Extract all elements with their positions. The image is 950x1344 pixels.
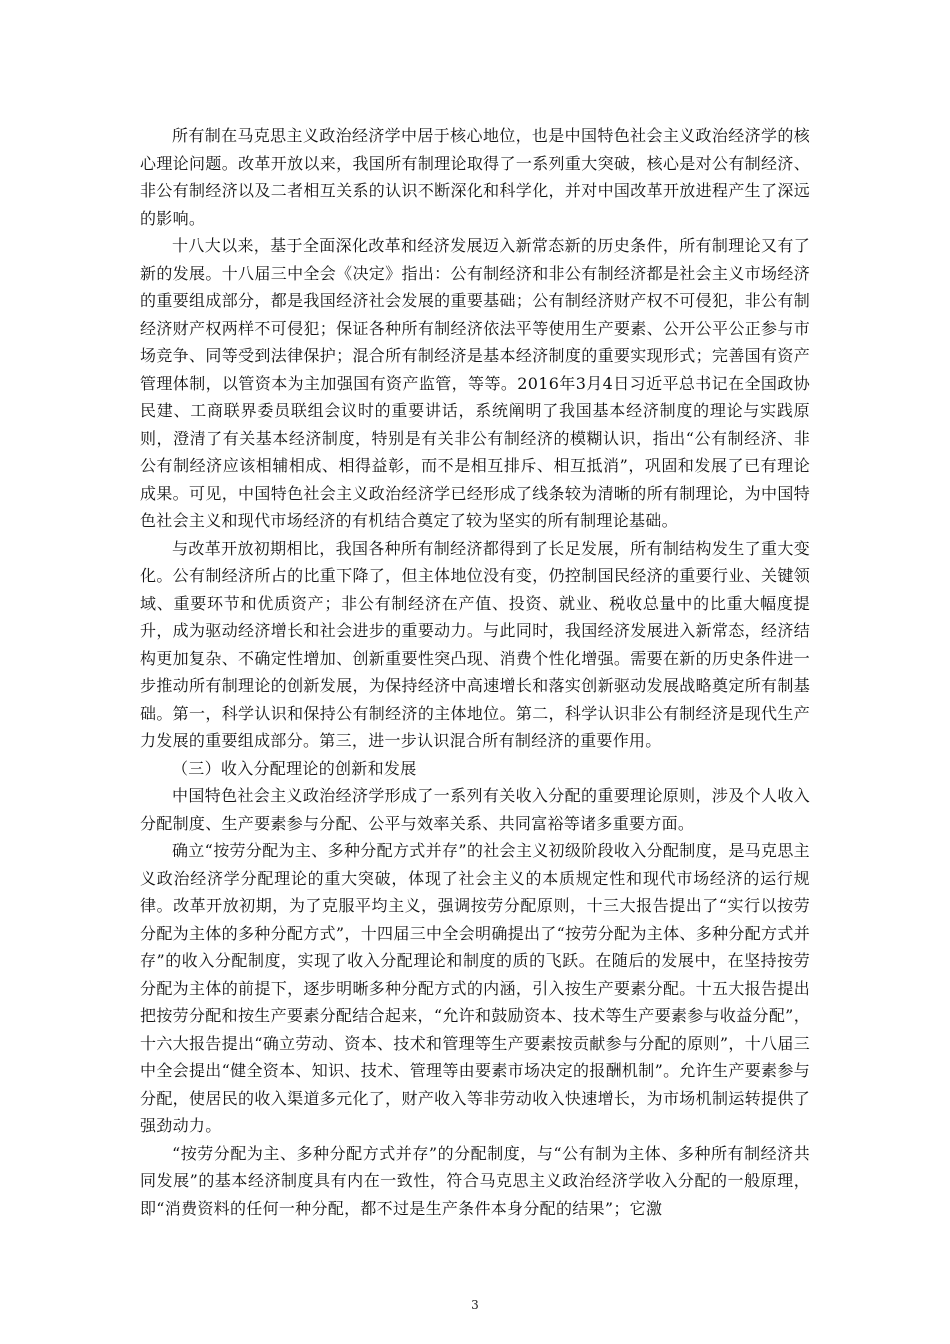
paragraph: 确立“按劳分配为主、多种分配方式并存”的社会主义初级阶段收入分配制度，是马克思主义政治经济学分配理论的重大突破，体现了社会主义的本质规定性和现代市场经济的运行规律。改革开放初期，为了克服平均主义，强调按劳分配原则，十三大报告提出了“实行以按劳分配为主体的多种分配方式”，十四届三中全会明确提出了“按劳分配为主体、多种分配方式并存”的收入分配制度，实现了收入分配理论和制度的质的飞跃。在随后的发展中，在坚持按劳分配为主体的前提下，逐步明晰多种分配方式的内涵，引入按生产要素分配。十五大报告提出把按劳分配和按生产要素分配结合起来，“允许和鼓励资本、技术等生产要素参与收益分配”，十六大报告提出“确立劳动、资本、技术和管理等生产要素按贡献参与分配的原则”，十八届三中全会提出“健全资本、知识、技术、管理等由要素市场决定的报酬机制”。允许生产要素参与分配，使居民的收入渠道多元化了，财产收入等非劳动收入快速增长，为市场机制运转提供了强劲动力。: [140, 841, 810, 1135]
paragraph: 十八大以来，基于全面深化改革和经济发展迈入新常态新的历史条件，所有制理论又有了新的发展。十八届三中全会《决定》指出：公有制经济和非公有制经济都是社会主义市场经济的重要组成部分，都是我国经济社会发展的重要基础；公有制经济财产权不可侵犯，非公有制经济财产权两样不可侵犯；保证各种所有制经济依法平等使用生产要素、公开公平公正参与市场竞争、同等受到法律保护；混合所有制经济是基本经济制度的重要实现形式；完善国有资产管理体制，以管资本为主加强国有资产监管，等等。2016年3月4日习近平总书记在全国政协民建、工商联界委员联组会议时的重要讲话，系统阐明了我国基本经济制度的理论与实践原则，澄清了有关基本经济制度，特别是有关非公有制经济的模糊认识，指出“公有制经济、非公有制经济应该相辅相成、相得益彰，而不是相互排斥、相互抵消”，巩固和发展了已有理论成果。可见，中国特色社会主义政治经济学已经形成了线条较为清晰的所有制理论，为中国特色社会主义和现代市场经济的有机结合奠定了较为坚实的所有制理论基础。: [140, 236, 810, 530]
paragraph: “按劳分配为主、多种分配方式并存”的分配制度，与“公有制为主体、多种所有制经济共同发展”的基本经济制度具有内在一致性，符合马克思主义政治经济学收入分配的一般原理，即“消费资料的任何一种分配，都不过是生产条件本身分配的结果”；它激: [140, 1143, 810, 1218]
body-text: [140, 122, 810, 1222]
paragraph: 与改革开放初期相比，我国各种所有制经济都得到了长足发展，所有制结构发生了重大变化。公有制经济所占的比重下降了，但主体地位没有变，仍控制国民经济的重要行业、关键领域、重要环节和优质资产；非公有制经济在产值、投资、就业、税收总量中的比重大幅度提升，成为驱动经济增长和社会进步的重要动力。与此同时，我国经济发展进入新常态，经济结构更加复杂、不确定性增加、创新重要性突凸现、消费个性化增强。需要在新的历史条件进一步推动所有制理论的创新发展，为保持经济中高速增长和落实创新驱动发展战略奠定所有制基础。第一，科学认识和保持公有制经济的主体地位。第二，科学认识非公有制经济是现代生产力发展的重要组成部分。第三，进一步认识混合所有制经济的重要作用。: [140, 538, 810, 750]
paragraph: 所有制在马克思主义政治经济学中居于核心地位，也是中国特色社会主义政治经济学的核心理论问题。改革开放以来，我国所有制理论取得了一系列重大突破，核心是对公有制经济、非公有制经济以及二者相互关系的认识不断深化和科学化，并对中国改革开放进程产生了深远的影响。: [140, 126, 810, 228]
paragraph: 中国特色社会主义政治经济学形成了一系列有关收入分配的重要理论原则，涉及个人收入分配制度、生产要素参与分配、公平与效率关系、共同富裕等诸多重要方面。: [140, 786, 810, 833]
section-heading: （三）收入分配理论的创新和发展: [172, 758, 417, 778]
page-number: 3: [471, 1298, 479, 1312]
